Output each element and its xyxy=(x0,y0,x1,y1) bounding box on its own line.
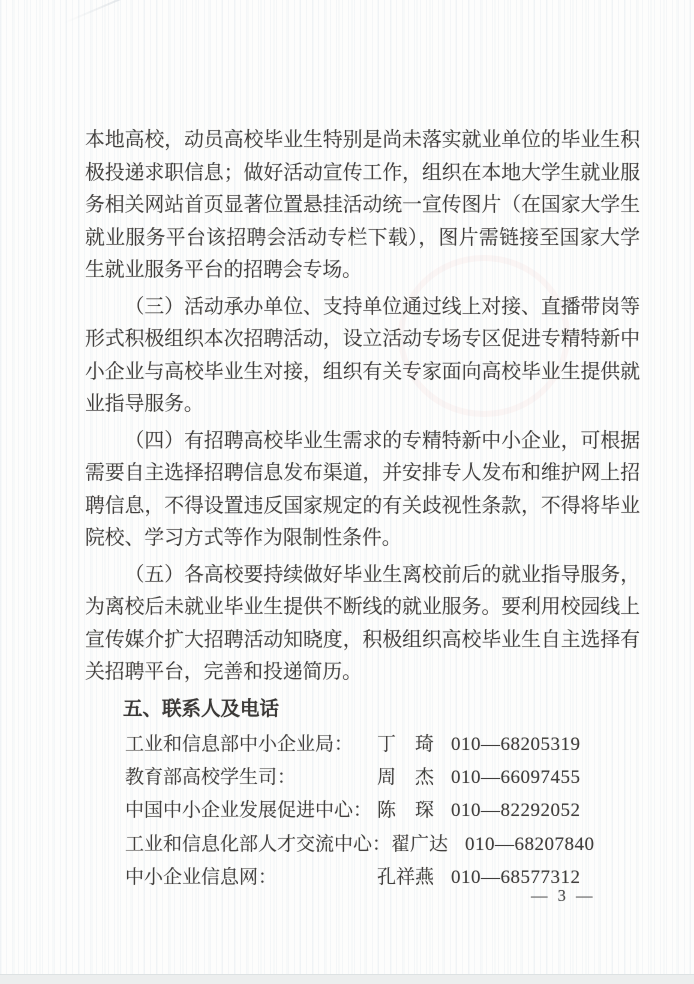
contact-row xyxy=(125,761,640,794)
paragraph-item-4: （四）有招聘高校毕业生需求的专精特新中小企业，可根据需要自主选择招聘信息发布渠道，并安排专人发布和维护网上招聘信息，不得设置违反国家规定的有关歧视性条款，不得将毕业院校、学习方式等作为限制性条件。 xyxy=(85,429,640,549)
contact-name: 翟广达 xyxy=(391,833,449,855)
contact-phone: 010—68205319 xyxy=(451,733,581,755)
contact-row xyxy=(125,828,640,861)
contact-org: 教育部高校学生司： xyxy=(125,766,297,788)
paragraph-item-5: （五）各高校要持续做好毕业生离校前后的就业指导服务，为离校后未就业毕业生提供不断线的就业服务。要利用校园线上宣传媒介扩大招聘活动知晓度，积极组织高校毕业生自主选择有关招聘平台，完善和投递简历。 xyxy=(85,563,640,683)
scan-bottom-edge xyxy=(0,974,694,984)
contact-org: 中小企业信息网： xyxy=(125,867,278,889)
section-heading-contacts: 五、联系人及电话 xyxy=(123,697,280,720)
contact-org: 工业和信息部中小企业局： xyxy=(125,733,354,755)
contact-name: 孔祥燕 xyxy=(377,867,435,889)
paragraph-item-3: （三）活动承办单位、支持单位通过线上对接、直播带岗等形式积极组织本次招聘活动，设立活动专场专区促进专精特新中小企业与高校毕业生对接，组织有关专家面向高校毕业生提供就业指导服务。 xyxy=(85,295,640,415)
contact-name: 陈 琛 xyxy=(377,800,435,822)
contact-row xyxy=(125,728,640,761)
contact-name: 周 杰 xyxy=(377,766,435,788)
contact-row xyxy=(125,794,640,827)
contact-phone: 010—66097455 xyxy=(451,766,581,788)
contact-name: 丁 琦 xyxy=(377,733,435,755)
paragraph-continuation: 本地高校，动员高校毕业生特别是尚未落实就业单位的毕业生积极投递求职信息；做好活动宣传工作，组织在本地大学生就业服务相关网站首页显著位置悬挂活动统一宣传图片（在国家大学生就业服务平台该招聘会活动专栏下载），图片需链接至国家大学生就业服务平台的招聘会专场。 xyxy=(85,129,640,281)
scanner-artifact-line xyxy=(64,0,183,24)
contact-list xyxy=(125,728,640,895)
contact-phone: 010—82292052 xyxy=(451,800,581,822)
contact-org: 中国中小企业发展促进中心： xyxy=(125,800,373,822)
contact-org: 工业和信息化部人才交流中心： xyxy=(125,833,392,855)
contact-phone: 010—68207840 xyxy=(465,833,595,855)
document-body xyxy=(85,124,640,895)
page-number: — 3 — xyxy=(531,886,596,905)
contact-phone: 010—68577312 xyxy=(451,867,581,889)
